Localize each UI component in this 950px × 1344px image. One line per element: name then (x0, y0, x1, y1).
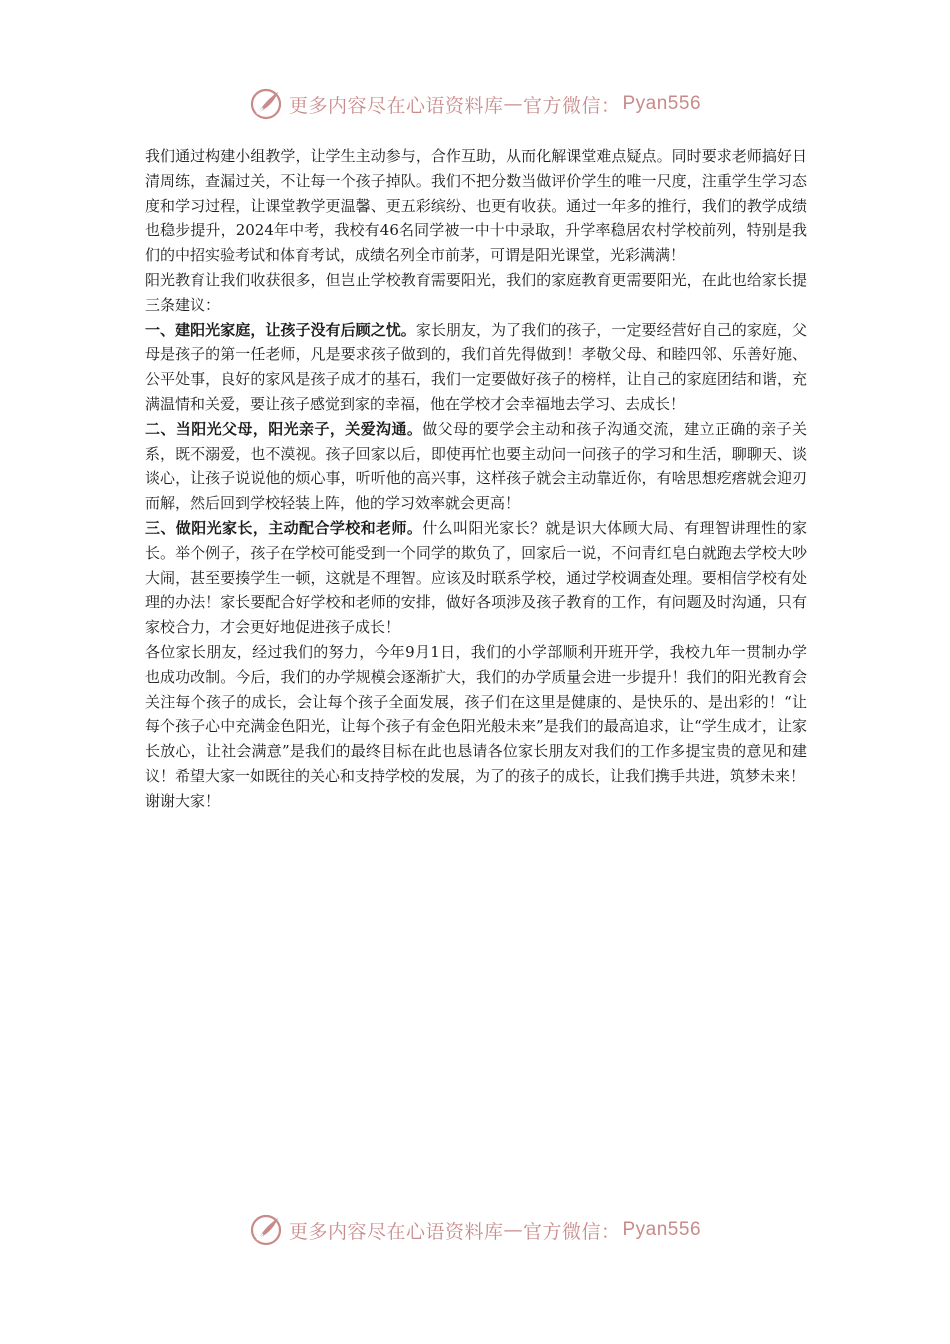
paragraph-3-lead: 一、建阳光家庭，让孩子没有后顾之忧。 (145, 320, 416, 339)
paragraph-6 (145, 640, 807, 789)
paragraph-5 (145, 516, 807, 640)
paragraph-4-lead: 二、当阳光父母，阳光亲子，关爱沟通。 (145, 419, 423, 438)
header-watermark-banner (0, 84, 950, 124)
footer-watermark-banner (0, 1210, 950, 1250)
banner-brand-text: 更多内容尽在心语资料库 (288, 94, 504, 117)
paragraph-5-text: 什么叫阳光家长？就是识大体顾大局、有理智讲理性的家长。举个例子，孩子在学校可能受到一个同学的欺负了，回家后一说，不问青红皂白就跑去学校大吵大闹，甚至要揍学生一顿，这就是不理智。应该及时联系学校，通过学校调查处理。要相信学校有处理的办法！家长要配合好学校和老师的安排，做好各项涉及孩子教育的工作，有问题及时沟通，只有家校合力，才会更好地促进孩子成长！ (145, 518, 807, 637)
paragraph-1 (145, 144, 807, 268)
paragraph-7 (145, 789, 807, 814)
paragraph-6-text: 各位家长朋友，经过我们的努力，今年9月1日，我们的小学部顺利开班开学，我校九年一贯制办学也成功改制。今后，我们的办学规模会逐渐扩大，我们的办学质量会进一步提升！我们的阳光教育会关注每个孩子的成长，会让每个孩子全面发展，孩子们在这里是健康的、是快乐的、是出彩的！“让每个孩子心中充满金色阳光，让每个孩子有金色阳光般未来”是我们的最高追求，让“学生成才，让家长放心，让社会满意”是我们的最终目标在此也恳请各位家长朋友对我们的工作多提宝贵的意见和建议！希望大家一如既往的关心和支持学校的发展，为了的孩子的成长，让我们携手共进，筑梦未来！ (145, 642, 807, 785)
banner-wechat-label: 官方微信： (522, 1220, 621, 1243)
banner-separator: — (503, 1219, 523, 1241)
banner-wechat-handle: Pyan556 (622, 93, 702, 114)
paragraph-1-text: 我们通过构建小组教学，让学生主动参与，合作互助，从而化解课堂难点疑点。同时要求老师搞好日清周练，查漏过关，不让每一个孩子掉队。我们不把分数当做评价学生的唯一尺度，注重学生学习态度和学习过程，让课堂教学更温馨、更五彩缤纷、也更有收获。通过一年多的推行，我们的教学成绩也稳步提升，2024年中考，我校有46名同学被一中十中录取，升学率稳居农村学校前列，特别是我们的中招实验考试和体育考试，成绩名列全市前茅，可谓是阳光课堂，光彩满满！ (145, 147, 807, 265)
banner-wechat-handle: Pyan556 (622, 1219, 702, 1240)
document-body (145, 144, 807, 814)
paragraph-4 (145, 417, 807, 516)
quill-pen-icon (249, 87, 283, 121)
paragraph-2-text: 阳光教育让我们收获很多，但岂止学校教育需要阳光，我们的家庭教育更需要阳光，在此也给家长提三条建议： (145, 270, 807, 314)
paragraph-7-text: 谢谢大家！ (145, 791, 221, 810)
paragraph-4-text: 做父母的要学会主动和孩子沟通交流，建立正确的亲子关系，既不溺爱，也不漠视。孩子回家以后，即使再忙也要主动问一问孩子的学习和生活，聊聊天、谈谈心，让孩子说说他的烦心事，听听他的高兴事，这样孩子就会主动靠近你，有啥思想疙瘩就会迎刃而解，然后回到学校轻装上阵，他的学习效率就会更高！ (145, 419, 807, 513)
paragraph-3-text: 家长朋友，为了我们的孩子，一定要经营好自己的家庭，父母是孩子的第一任老师，凡是要求孩子做到的，我们首先得做到！孝敬父母、和睦四邻、乐善好施、公平处事，良好的家风是孩子成才的基石，我们一定要做好孩子的榜样，让自己的家庭团结和谐，充满温情和关爱，要让孩子感觉到家的幸福，他在学校才会幸福地去学习、去成长！ (145, 320, 807, 413)
banner-separator: — (503, 93, 523, 115)
banner-wechat-label: 官方微信： (522, 94, 621, 117)
paragraph-5-lead: 三、做阳光家长，主动配合学校和老师。 (145, 518, 423, 537)
banner-brand-text: 更多内容尽在心语资料库 (288, 1220, 504, 1243)
paragraph-3 (145, 318, 807, 417)
quill-pen-icon (249, 1213, 283, 1247)
paragraph-2 (145, 268, 807, 318)
